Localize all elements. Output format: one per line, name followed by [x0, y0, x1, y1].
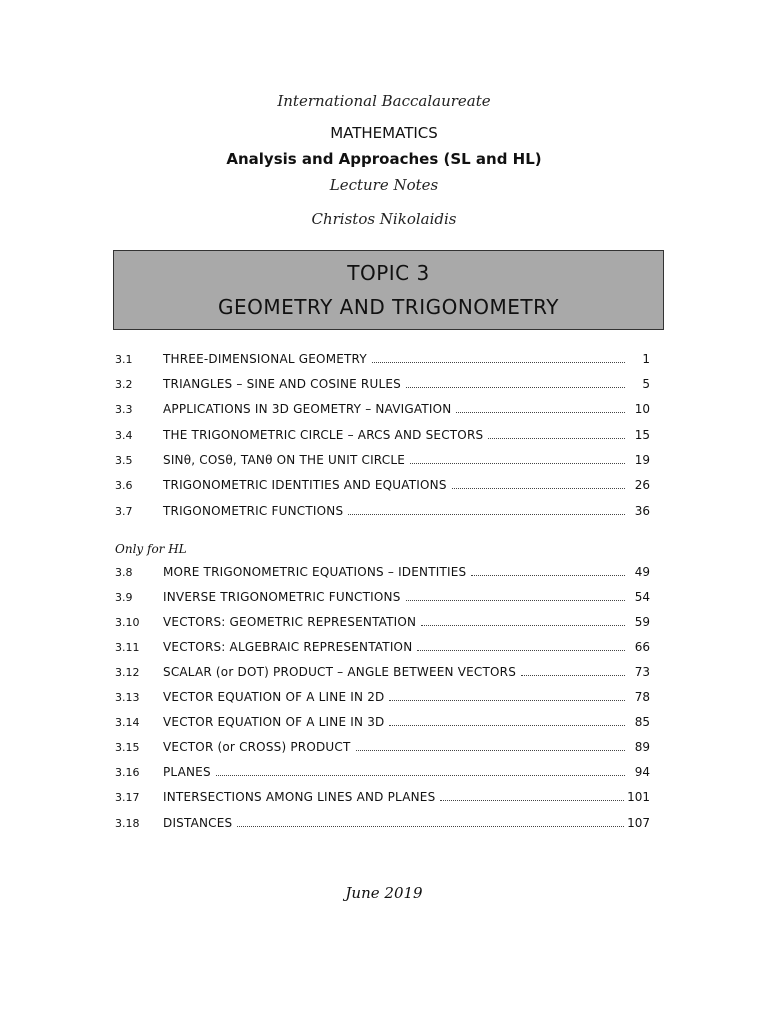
toc-title: DISTANCES [163, 816, 233, 830]
toc-row [115, 715, 650, 733]
toc-page-number: 85 [634, 715, 650, 729]
toc-page-number: 107 [627, 816, 650, 830]
toc-row [115, 590, 650, 608]
toc-number: 3.3 [115, 403, 133, 416]
toc-page-number: 26 [634, 478, 650, 492]
course-line: Analysis and Approaches (SL and HL) [226, 150, 542, 168]
date-line: June 2019 [345, 884, 423, 902]
toc-title: SCALAR (or DOT) PRODUCT – ANGLE BETWEEN VECTORS [163, 665, 517, 679]
toc-title: VECTOR (or CROSS) PRODUCT [163, 740, 351, 754]
toc-leader-dots [417, 649, 625, 651]
toc-row [115, 640, 650, 658]
toc-title: INTERSECTIONS AMONG LINES AND PLANES [163, 790, 436, 804]
toc-leader-dots [348, 513, 625, 515]
toc-leader-dots [389, 724, 625, 726]
toc-title: VECTOR EQUATION OF A LINE IN 3D [163, 715, 385, 729]
toc-row [115, 453, 650, 471]
lecture-notes-line: Lecture Notes [329, 176, 439, 194]
toc-number: 3.6 [115, 479, 133, 492]
toc-title: SINθ, COSθ, TANθ ON THE UNIT CIRCLE [163, 453, 405, 467]
toc-number: 3.7 [115, 505, 133, 518]
toc-number: 3.17 [115, 791, 140, 804]
author-line: Christos Nikolaidis [311, 210, 457, 228]
toc-title: APPLICATIONS IN 3D GEOMETRY – NAVIGATION [163, 402, 452, 416]
toc-number: 3.12 [115, 666, 140, 679]
toc-number: 3.16 [115, 766, 140, 779]
toc-page-number: 15 [634, 428, 650, 442]
toc-row [115, 352, 650, 370]
toc-page-number: 19 [634, 453, 650, 467]
toc-number: 3.14 [115, 716, 140, 729]
toc-row [115, 565, 650, 583]
hl-section-label: Only for HL [115, 542, 187, 556]
toc-number: 3.11 [115, 641, 140, 654]
subject-line: MATHEMATICS [330, 124, 438, 142]
toc-title: VECTORS: ALGEBRAIC REPRESENTATION [163, 640, 413, 654]
toc-number: 3.18 [115, 817, 140, 830]
toc-row [115, 740, 650, 758]
toc-leader-dots [216, 774, 625, 776]
toc-row [115, 478, 650, 496]
toc-page-number: 73 [634, 665, 650, 679]
toc-page-number: 66 [634, 640, 650, 654]
topic-title: GEOMETRY AND TRIGONOMETRY [218, 295, 559, 319]
toc-row [115, 377, 650, 395]
toc-leader-dots [452, 487, 625, 489]
toc-title: TRIGONOMETRIC FUNCTIONS [163, 504, 344, 518]
toc-leader-dots [521, 674, 625, 676]
toc-page-number: 94 [634, 765, 650, 779]
toc-leader-dots [406, 599, 625, 601]
toc-leader-dots [372, 361, 625, 363]
toc-number: 3.13 [115, 691, 140, 704]
toc-title: VECTOR EQUATION OF A LINE IN 2D [163, 690, 385, 704]
toc-leader-dots [421, 624, 625, 626]
toc-leader-dots [440, 799, 624, 801]
toc-page-number: 54 [634, 590, 650, 604]
toc-page-number: 10 [634, 402, 650, 416]
toc-leader-dots [389, 699, 625, 701]
toc-title: PLANES [163, 765, 211, 779]
toc-row [115, 428, 650, 446]
toc-number: 3.8 [115, 566, 133, 579]
toc-number: 3.2 [115, 378, 133, 391]
toc-number: 3.5 [115, 454, 133, 467]
toc-title: VECTORS: GEOMETRIC REPRESENTATION [163, 615, 417, 629]
institution-line: International Baccalaureate [277, 92, 491, 110]
toc-row [115, 790, 650, 808]
toc-number: 3.15 [115, 741, 140, 754]
toc-title: THREE-DIMENSIONAL GEOMETRY [163, 352, 367, 366]
toc-title: MORE TRIGONOMETRIC EQUATIONS – IDENTITIES [163, 565, 467, 579]
toc-row [115, 816, 650, 834]
toc-number: 3.10 [115, 616, 140, 629]
toc-title: TRIGONOMETRIC IDENTITIES AND EQUATIONS [163, 478, 447, 492]
toc-page-number: 5 [642, 377, 650, 391]
toc-page-number: 78 [634, 690, 650, 704]
toc-page-number: 1 [642, 352, 650, 366]
toc-number: 3.4 [115, 429, 133, 442]
toc-row [115, 615, 650, 633]
toc-leader-dots [488, 437, 625, 439]
toc-title: INVERSE TRIGONOMETRIC FUNCTIONS [163, 590, 401, 604]
toc-leader-dots [410, 462, 625, 464]
toc-row [115, 690, 650, 708]
toc-page-number: 36 [634, 504, 650, 518]
toc-page-number: 101 [627, 790, 650, 804]
toc-leader-dots [237, 825, 624, 827]
topic-box [113, 250, 664, 330]
toc-leader-dots [356, 749, 625, 751]
toc-row [115, 402, 650, 420]
toc-page-number: 49 [634, 565, 650, 579]
toc-leader-dots [456, 411, 625, 413]
toc-page-number: 59 [634, 615, 650, 629]
toc-title: THE TRIGONOMETRIC CIRCLE – ARCS AND SECTORS [163, 428, 484, 442]
toc-row [115, 504, 650, 522]
toc-leader-dots [406, 386, 625, 388]
toc-title: TRIANGLES – SINE AND COSINE RULES [163, 377, 401, 391]
toc-number: 3.1 [115, 353, 133, 366]
toc-leader-dots [471, 574, 625, 576]
toc-row [115, 665, 650, 683]
toc-number: 3.9 [115, 591, 133, 604]
topic-number: TOPIC 3 [347, 261, 430, 285]
toc-row [115, 765, 650, 783]
toc-page-number: 89 [634, 740, 650, 754]
